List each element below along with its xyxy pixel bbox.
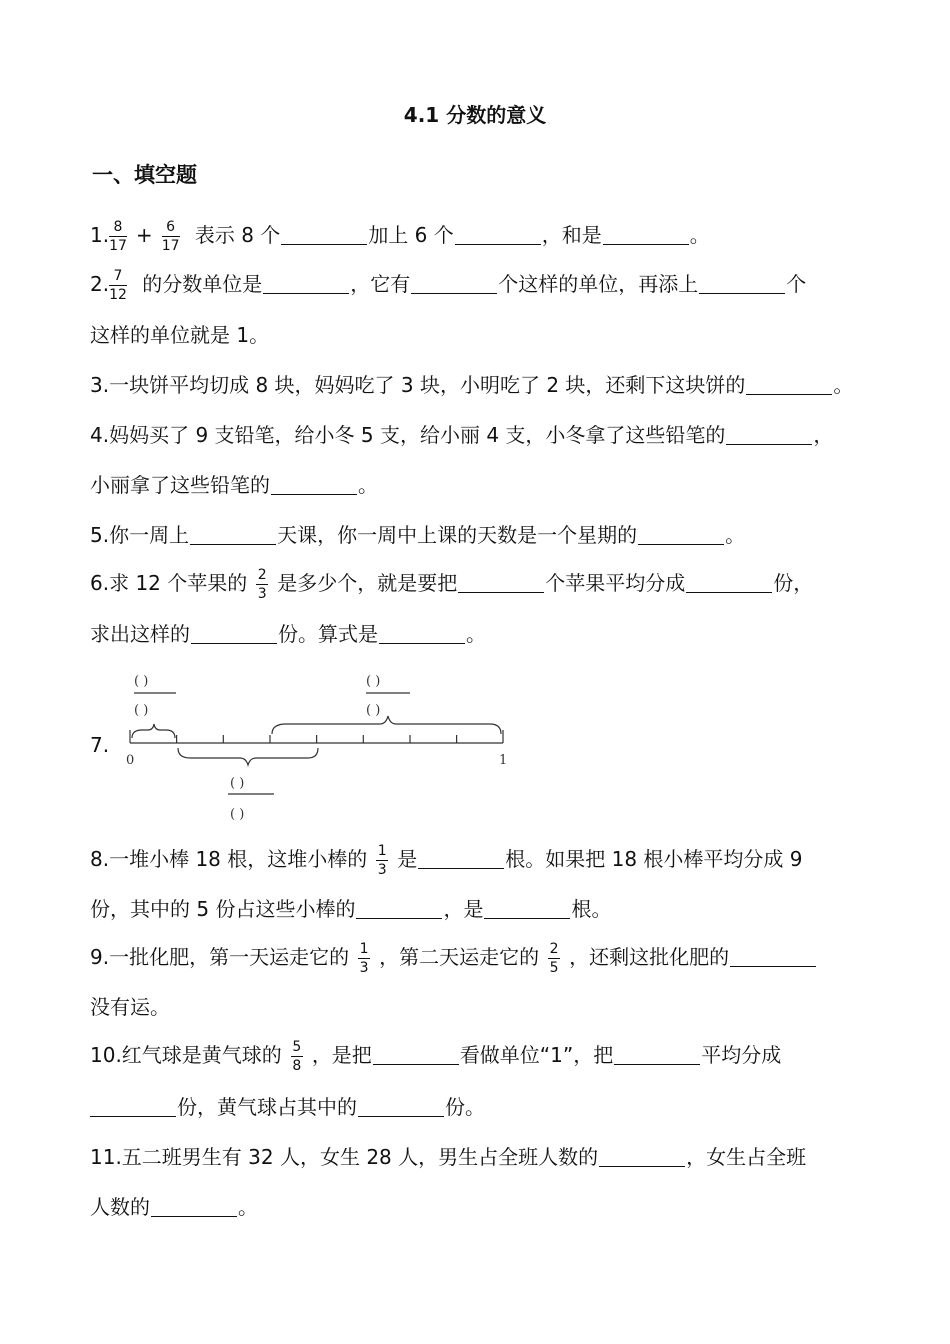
- answer-blank[interactable]: [356, 898, 442, 919]
- answer-blank[interactable]: [614, 1044, 700, 1065]
- answer-blank[interactable]: [746, 374, 832, 395]
- fraction-5-8: $\frac{5}{8}$: [292, 1039, 302, 1074]
- question-7-number: 7.: [90, 733, 110, 757]
- answer-blank[interactable]: [281, 224, 367, 245]
- answer-blank[interactable]: [271, 474, 357, 495]
- fraction-7-12: $\frac{7}{12}$: [109, 268, 127, 303]
- question-2: 2. $\frac{7}{12}$ 的分数单位是 ，它有 个这样的单位，再添上 个: [90, 268, 807, 303]
- answer-blank[interactable]: [603, 224, 689, 245]
- answer-blank[interactable]: [90, 1096, 176, 1117]
- question-4: 4.妈妈买了 9 支铅笔，给小冬 5 支，给小丽 4 支，小冬拿了这些铅笔的 ，: [90, 423, 834, 447]
- answer-blank[interactable]: [418, 848, 504, 869]
- answer-blank[interactable]: [263, 273, 349, 294]
- question-10-line-2: 份，黄气球占其中的 份。: [90, 1090, 870, 1124]
- answer-blank[interactable]: [458, 572, 544, 593]
- question-6: 6.求 12 个苹果的 $\frac{2}{3}$ 是多少个，就是要把 个苹果平均分成 份，: [90, 567, 814, 602]
- paren-bottom-num[interactable]: ( ): [230, 776, 245, 791]
- question-4-line-2: 小丽拿了这些铅笔的 。: [90, 473, 378, 497]
- question-11: 11.五二班男生有 32 人，女生 28 人，男生占全班人数的 ，女生占全班: [90, 1145, 807, 1169]
- answer-blank[interactable]: [379, 623, 465, 644]
- question-3: 3.一块饼平均切成 8 块，妈妈吃了 3 块，小明吃了 2 块，还剩下这块饼的 。: [90, 373, 854, 397]
- paren-bottom-den[interactable]: ( ): [230, 807, 245, 822]
- fraction-1-3: $\frac{1}{3}$: [359, 941, 369, 976]
- paren-top-right-den[interactable]: ( ): [366, 703, 381, 718]
- question-8: 8.一堆小棒 18 根，这堆小棒的 $\frac{1}{3}$ 是 根。如果把 18 根小棒平均分成 9: [90, 843, 803, 878]
- question-10: 10.红气球是黄气球的 $\frac{5}{8}$ ，是把 看做单位“1”，把 平均分成: [90, 1039, 782, 1074]
- answer-blank[interactable]: [373, 1044, 459, 1065]
- answer-blank[interactable]: [190, 524, 276, 545]
- question-8-line-2: 份，其中的 5 份占这些小棒的 ，是 根。: [90, 897, 612, 921]
- question-9-line-2: 没有运。: [90, 995, 170, 1019]
- section-heading: 一、填空题: [92, 163, 197, 187]
- brace-bottom: [178, 748, 318, 765]
- answer-blank[interactable]: [699, 273, 785, 294]
- fraction-6-17: $\frac{6}{17}$: [161, 219, 180, 254]
- fraction-2-5: $\frac{2}{5}$: [549, 941, 559, 976]
- label-one: 1: [499, 753, 508, 768]
- answer-blank[interactable]: [151, 1196, 237, 1217]
- question-9: 9.一批化肥，第一天运走它的 $\frac{1}{3}$ ，第二天运走它的 $\frac{2}{5}$ ，还剩这批化肥的: [90, 940, 870, 976]
- paren-top-left-den[interactable]: ( ): [134, 703, 149, 718]
- brace-top-right: [272, 716, 501, 734]
- answer-blank[interactable]: [411, 273, 497, 294]
- question-5: 5.你一周上 天课，你一周中上课的天数是一个星期的 。: [90, 523, 746, 547]
- answer-blank[interactable]: [730, 946, 816, 967]
- question-2-line-2: 这样的单位就是 1。: [90, 323, 270, 347]
- question-11-line-2: 人数的 。: [90, 1195, 258, 1219]
- brace-top-left: [132, 724, 175, 738]
- answer-blank[interactable]: [726, 424, 812, 445]
- answer-blank[interactable]: [638, 524, 724, 545]
- number-line-svg: [90, 660, 530, 830]
- page-title: 4.1 分数的意义: [403, 103, 547, 127]
- answer-blank[interactable]: [686, 572, 772, 593]
- fraction-2-3: $\frac{2}{3}$: [257, 567, 267, 602]
- answer-blank[interactable]: [358, 1096, 444, 1117]
- answer-blank[interactable]: [455, 224, 541, 245]
- paren-top-left-num[interactable]: ( ): [134, 674, 149, 689]
- fraction-1-3: $\frac{1}{3}$: [377, 843, 387, 878]
- number-line-diagram: [90, 660, 530, 830]
- fraction-8-17: $\frac{8}{17}$: [109, 219, 127, 254]
- paren-top-right-num[interactable]: ( ): [366, 674, 381, 689]
- answer-blank[interactable]: [191, 623, 277, 644]
- question-6-line-2: 求出这样的 份。算式是 。: [90, 622, 486, 646]
- answer-blank[interactable]: [599, 1146, 685, 1167]
- label-zero: 0: [126, 753, 135, 768]
- question-1: 1. $\frac{8}{17}$ + $\frac{6}{17}$ 表示 8 个 加上 6 个 ，和是 。: [90, 219, 710, 254]
- answer-blank[interactable]: [484, 898, 570, 919]
